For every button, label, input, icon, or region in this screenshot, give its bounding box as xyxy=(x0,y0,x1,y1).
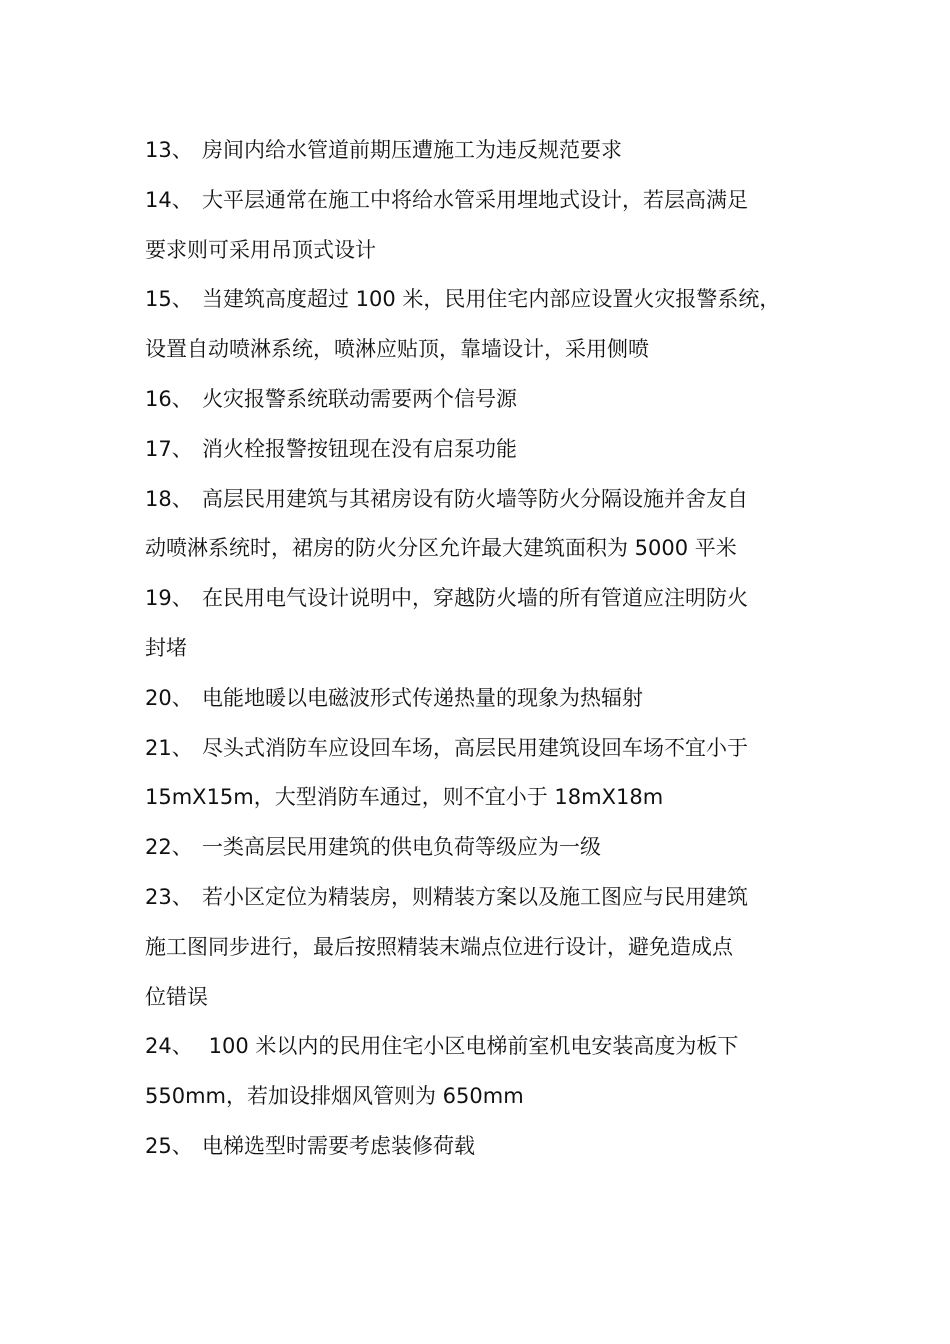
item-text-continued: 550mm，若加设排烟风管则为 650mm xyxy=(145,1084,524,1109)
item-text: 尽头式消防车应设回车场，高层民用建筑设回车场不宜小于 xyxy=(202,735,748,760)
list-item xyxy=(145,1022,835,1122)
item-text: 电梯选型时需要考虑装修荷载 xyxy=(202,1133,475,1158)
list-item xyxy=(145,275,835,375)
item-number: 20、 xyxy=(145,685,193,710)
item-text: 电能地暖以电磁波形式传递热量的现象为热辐射 xyxy=(202,685,643,710)
item-number: 24、 xyxy=(145,1034,193,1059)
list-item xyxy=(145,873,835,1022)
item-text-continued: 设置自动喷淋系统，喷淋应贴顶，靠墙设计，采用侧喷 xyxy=(145,337,649,362)
list-item xyxy=(145,1122,835,1172)
item-text-continued: 封堵 xyxy=(145,635,187,660)
item-number: 22、 xyxy=(145,835,193,860)
item-text: 消火栓报警按钮现在没有启泵功能 xyxy=(202,436,517,461)
item-number: 18、 xyxy=(145,486,193,511)
item-number: 15、 xyxy=(145,287,193,312)
item-number: 17、 xyxy=(145,436,193,461)
list-item xyxy=(145,475,835,575)
item-text: 房间内给水管道前期压遭施工为违反规范要求 xyxy=(202,138,622,162)
item-text: 当建筑高度超过 100 米，民用住宅内部应设置火灾报警系统， xyxy=(202,287,781,312)
item-text-continued: 位错误 xyxy=(145,984,208,1009)
item-text-continued: 15mX15m，大型消防车通过，则不宜小于 18mX18m xyxy=(145,785,664,810)
document-body xyxy=(145,126,835,1172)
list-item xyxy=(145,176,835,276)
item-number: 16、 xyxy=(145,386,193,411)
item-number: 25、 xyxy=(145,1133,193,1158)
item-text-continued: 动喷淋系统时，裙房的防火分区允许最大建筑面积为 5000 平米 xyxy=(145,536,737,561)
item-text: 100 米以内的民用住宅小区电梯前室机电安装高度为板下 xyxy=(202,1034,739,1059)
list-item xyxy=(145,674,835,724)
list-item xyxy=(145,724,835,824)
item-text: 大平层通常在施工中将给水管采用埋地式设计，若层高满足 xyxy=(202,187,748,212)
list-item xyxy=(145,823,835,873)
item-number: 13、 xyxy=(145,138,193,162)
item-number: 21、 xyxy=(145,735,193,760)
list-item xyxy=(145,574,835,674)
item-text: 火灾报警系统联动需要两个信号源 xyxy=(202,386,517,411)
item-number: 19、 xyxy=(145,586,193,611)
list-item xyxy=(145,126,835,176)
list-item xyxy=(145,425,835,475)
item-text-continued: 施工图同步进行，最后按照精装末端点位进行设计，避免造成点 xyxy=(145,934,733,959)
item-number: 14、 xyxy=(145,187,193,212)
item-text: 若小区定位为精装房，则精装方案以及施工图应与民用建筑 xyxy=(202,884,748,909)
item-text: 一类高层民用建筑的供电负荷等级应为一级 xyxy=(202,835,601,860)
item-number: 23、 xyxy=(145,884,193,909)
list-item xyxy=(145,375,835,425)
item-text-continued: 要求则可采用吊顶式设计 xyxy=(145,237,376,262)
item-text: 高层民用建筑与其裙房设有防火墙等防火分隔设施并舍友自 xyxy=(202,486,748,511)
item-text: 在民用电气设计说明中，穿越防火墙的所有管道应注明防火 xyxy=(202,586,748,611)
